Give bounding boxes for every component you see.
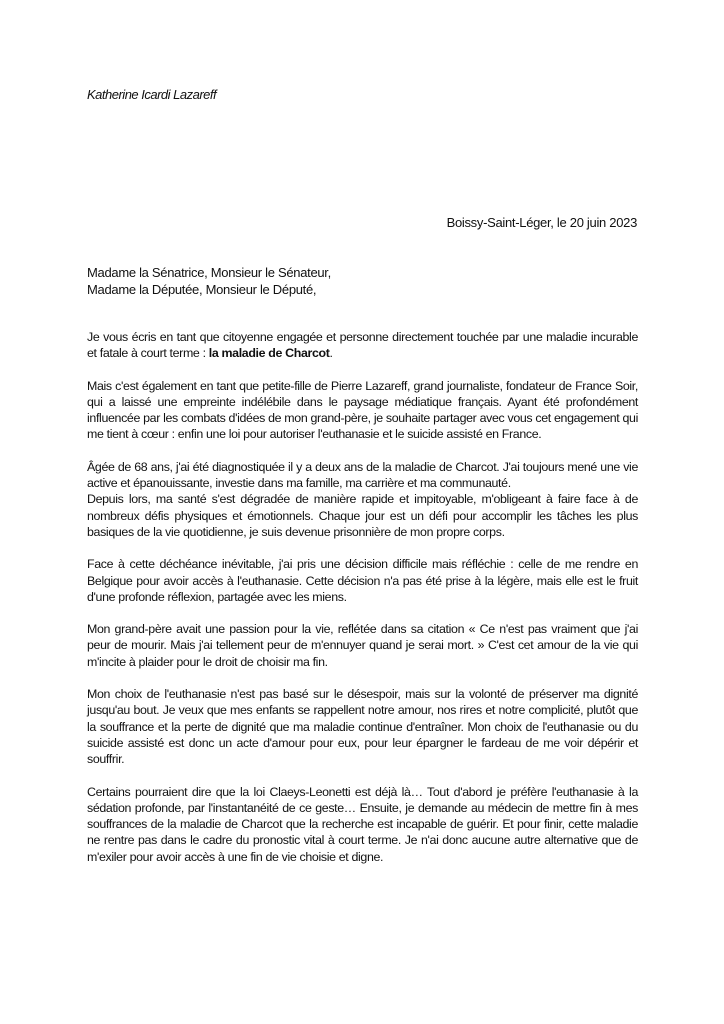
paragraph-1 [87,329,638,362]
salutation [87,264,331,298]
paragraph-4: Depuis lors, ma santé s'est dégradée de manière rapide et impitoyable, m'obligeant à faire face à de nombreux défis physiques et émotionnels. Chaque jour est un défi pour accomplir les tâches les plus basiques de la vie quotidienne, je suis devenue prisonnière de mon propre corps. [87,492,638,539]
salutation-line-1: Madame la Sénatrice, Monsieur le Sénateur, [87,265,331,280]
paragraph-8: Certains pourraient dire que la loi Claeys-Leonetti est déjà là… Tout d'abord je préfère l'euthanasie à la sédation profonde, par l'instantanéité de ce geste… Ensuite, je demande au médecin de mettre fin à mes souffrances de la maladie de Charcot que la recherche est incapable de guérir. Et pour finir, cette maladie ne rentre pas dans le cadre du pronostic vital à court terme. Je n'ai donc aucune autre alternative que de m'exiler pour avoir accès à une fin de vie choisie et digne. [87,784,638,864]
author-name: Katherine Icardi Lazareff [87,87,217,102]
paragraph-5: Face à cette déchéance inévitable, j'ai pris une décision difficile mais réfléchie : celle de me rendre en Belgique pour avoir accès à l'euthanasie. Cette décision n'a pas été prise à la légère, mais elle est le fruit d'une profonde réflexion, partagée avec les miens. [87,557,638,604]
letter-body [87,329,638,881]
paragraph-1-bold: la maladie de Charcot [208,346,330,361]
paragraph-6: Mon grand-père avait une passion pour la vie, reflétée dans sa citation « Ce n'est pas vraiment que j'ai peur de mourir. Mais j'ai tellement peur de m'ennuyer quand je serai mort. » C'est cet amour de la vie qui m'incite à plaider pour le droit de choisir ma fin. [87,622,638,669]
paragraph-1-text: Je vous écris en tant que citoyenne engagée et personne directement touchée par une maladie incurable et fatale à court terme : [87,330,638,361]
salutation-line-2: Madame la Députée, Monsieur le Député, [87,282,317,297]
paragraph-1-end: . [329,346,333,361]
paragraph-7: Mon choix de l'euthanasie n'est pas basé sur le désespoir, mais sur la volonté de préserver ma dignité jusqu'au bout. Je veux que mes enfants se rappellent notre amour, nos rires et notre complicité, plutôt que la souffrance et la perte de dignité que ma maladie continue d'entraîner. Mon choix de l'euthanasie ou du suicide assisté est donc un acte d'amour pour eux, pour leur épargner le fardeau de me voir dépérir et souffrir. [87,687,638,767]
paragraph-3: Âgée de 68 ans, j'ai été diagnostiquée il y a deux ans de la maladie de Charcot. J'ai toujours mené une vie active et épanouissante, investie dans ma famille, ma carrière et ma communauté. [87,459,638,491]
paragraph-2: Mais c'est également en tant que petite-fille de Pierre Lazareff, grand journaliste, fondateur de France Soir, qui a laissé une empreinte indélébile dans le paysage médiatique français. Ayant été profondément influencée par les combats d'idées de mon grand-père, je souhaite partager avec vous cet engagement qui me tient à cœur : enfin une loi pour autoriser l'euthanasie et le suicide assisté en France. [87,378,638,442]
place-date: Boissy-Saint-Léger, le 20 juin 2023 [446,215,637,230]
